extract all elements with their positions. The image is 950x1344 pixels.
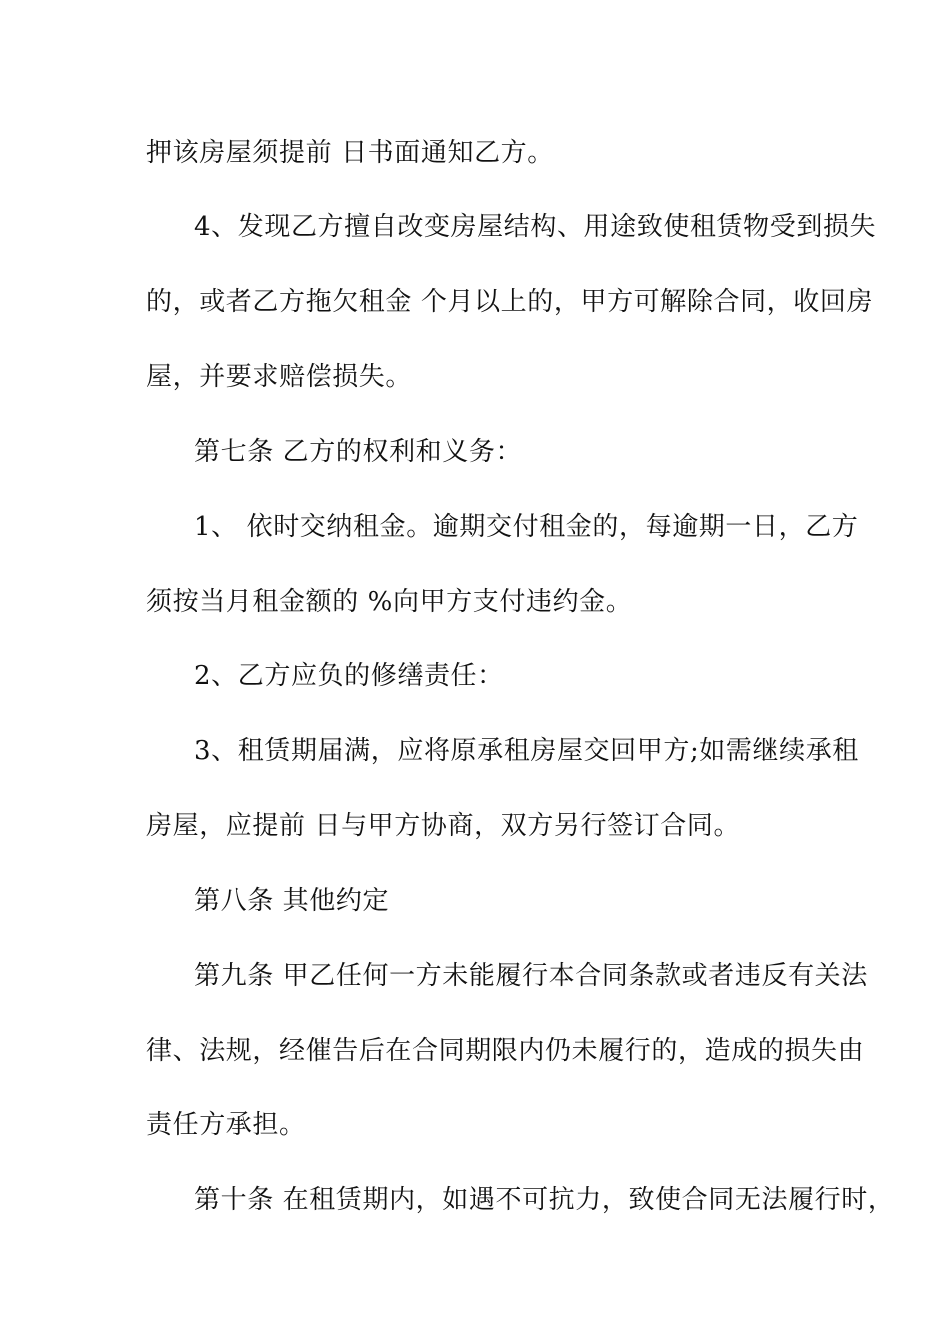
text-line: 律、法规，经催告后在合同期限内仍未履行的，造成的损失由: [146, 1036, 865, 1066]
section-heading: 第七条 乙方的权利和义务：: [194, 437, 523, 467]
text-line: 房屋，应提前 日与甲方协商，双方另行签订合同。: [146, 811, 741, 841]
section-heading: 第八条 其他约定: [194, 886, 390, 916]
text-line: 第九条 甲乙任何一方未能履行本合同条款或者违反有关法: [194, 961, 868, 991]
text-line: 3、租赁期届满，应将原承租房屋交回甲方;如需继续承租: [194, 736, 859, 766]
text-line: 2、乙方应负的修缮责任：: [194, 661, 504, 691]
text-line: 1、 依时交纳租金。逾期交付租金的，每逾期一日，乙方: [194, 512, 859, 542]
text-line: 须按当月租金额的 %向甲方支付违约金。: [146, 587, 633, 617]
text-line: 4、发现乙方擅自改变房屋结构、用途致使租赁物受到损失: [194, 212, 877, 242]
text-line: 责任方承担。: [146, 1110, 306, 1140]
text-line: 屋，并要求赔偿损失。: [146, 362, 413, 392]
text-line: 押该房屋须提前 日书面通知乙方。: [146, 138, 554, 168]
text-line: 第十条 在租赁期内，如遇不可抗力，致使合同无法履行时，: [194, 1185, 895, 1215]
text-line: 的，或者乙方拖欠租金 个月以上的，甲方可解除合同，收回房: [146, 287, 874, 317]
